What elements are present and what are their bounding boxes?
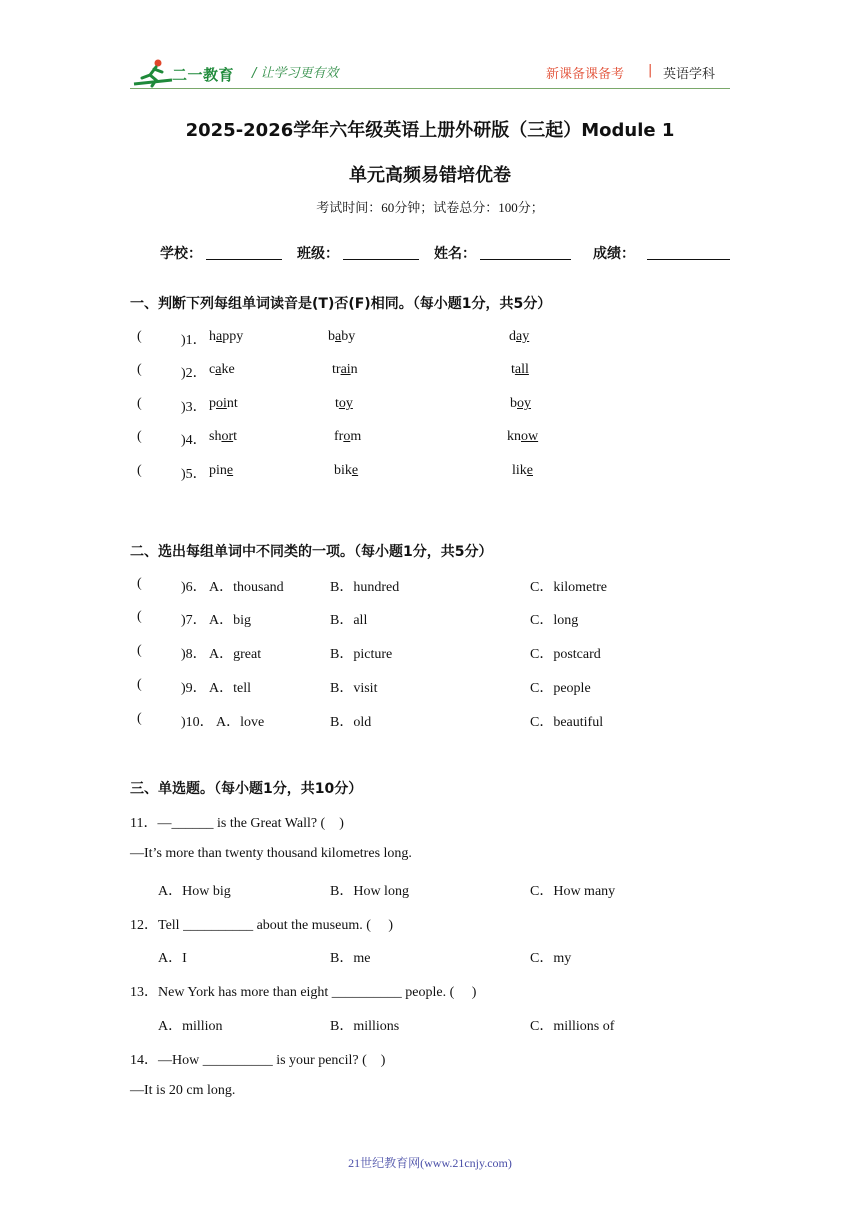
word-1: happy: [209, 329, 244, 344]
option-c[interactable]: C．people: [530, 681, 591, 696]
question-12: 12．Tell __________ about the museum. ( ): [130, 918, 394, 933]
option-c[interactable]: C．beautiful: [530, 715, 604, 730]
question-11: 11．—______ is the Great Wall? ( ): [130, 816, 344, 831]
section3-heading: 三、单选题。（每小题1分，共10分）: [130, 781, 363, 797]
item-number: )1．: [181, 333, 207, 348]
q11-option-b[interactable]: B．How long: [330, 884, 409, 899]
page-title: 2025-2026学年六年级英语上册外研版（三起）Module 1: [185, 120, 675, 141]
word-3: like: [512, 463, 533, 478]
option-b[interactable]: B．visit: [330, 681, 378, 696]
word-2: baby: [328, 329, 356, 344]
school-label: 学校：: [160, 246, 202, 262]
word-1: cake: [209, 362, 235, 377]
option-c[interactable]: C．postcard: [530, 647, 601, 662]
option-b[interactable]: B．all: [330, 613, 368, 628]
footer-link[interactable]: 21世纪教育网(www.21cnjy.com): [348, 1156, 512, 1170]
word-1: short: [209, 429, 238, 444]
q11-option-c[interactable]: C．How many: [530, 884, 616, 899]
option-b[interactable]: B．picture: [330, 647, 393, 662]
answer-paren[interactable]: (: [137, 576, 142, 591]
word-3: day: [509, 329, 530, 344]
option-a[interactable]: A．tell: [209, 681, 251, 696]
header-category: 新课备课备考: [546, 67, 625, 82]
word-3: boy: [510, 396, 531, 411]
q11-option-a[interactable]: A．How big: [158, 884, 231, 899]
q13-option-c[interactable]: C．millions of: [530, 1019, 615, 1034]
name-label: 姓名：: [434, 246, 476, 262]
score-blank[interactable]: [647, 259, 730, 260]
q13-option-a[interactable]: A．million: [158, 1019, 223, 1034]
answer-paren[interactable]: (: [137, 609, 142, 624]
option-a[interactable]: A．big: [209, 613, 251, 628]
option-c[interactable]: C．kilometre: [530, 580, 607, 595]
class-blank[interactable]: [343, 259, 419, 260]
item-number: )4．: [181, 433, 207, 448]
runner-logo-icon: [132, 58, 174, 88]
option-c[interactable]: C．long: [530, 613, 579, 628]
answer-paren[interactable]: (: [137, 429, 142, 444]
q12-option-a[interactable]: A．I: [158, 951, 187, 966]
answer-paren[interactable]: (: [137, 463, 142, 478]
item-number: )7．: [181, 613, 207, 628]
q12-option-b[interactable]: B．me: [330, 951, 371, 966]
word-1: point: [209, 396, 238, 411]
answer-paren[interactable]: (: [137, 643, 142, 658]
option-a[interactable]: A．love: [216, 715, 265, 730]
section1-heading: 一、判断下列每组单词读音是(T)否(F)相同。（每小题1分，共5分）: [130, 296, 552, 312]
header-separator: |: [648, 63, 653, 78]
name-blank[interactable]: [480, 259, 571, 260]
class-label: 班级：: [297, 246, 339, 262]
item-number: )8．: [181, 647, 207, 662]
slogan: / 让学习更有效: [252, 66, 339, 81]
item-number: )5．: [181, 467, 207, 482]
option-b[interactable]: B．hundred: [330, 580, 400, 595]
question-14-answer: —It is 20 cm long.: [130, 1083, 236, 1098]
q13-option-b[interactable]: B．millions: [330, 1019, 400, 1034]
answer-paren[interactable]: (: [137, 362, 142, 377]
answer-paren[interactable]: (: [137, 329, 142, 344]
word-2: toy: [335, 396, 353, 411]
word-2: train: [332, 362, 358, 377]
answer-paren[interactable]: (: [137, 711, 142, 726]
page-title-line2: 单元高频易错培优卷: [349, 165, 511, 186]
item-number: )6．: [181, 580, 207, 595]
logo-text: 二一教育: [172, 66, 235, 84]
word-2: from: [334, 429, 362, 444]
header-divider: [130, 88, 730, 89]
header-subject: 英语学科: [663, 67, 716, 82]
item-number: )2．: [181, 366, 207, 381]
answer-paren[interactable]: (: [137, 677, 142, 692]
answer-paren[interactable]: (: [137, 396, 142, 411]
option-b[interactable]: B．old: [330, 715, 372, 730]
word-1: pine: [209, 463, 234, 478]
question-13: 13．New York has more than eight __________ people. ( ): [130, 985, 477, 1000]
score-label: 成绩：: [593, 246, 635, 262]
item-number: )9．: [181, 681, 207, 696]
word-3: tall: [511, 362, 529, 377]
question-14: 14．—How __________ is your pencil? ( ): [130, 1053, 386, 1068]
school-blank[interactable]: [206, 259, 282, 260]
question-11-answer: —It’s more than twenty thousand kilometres long.: [130, 846, 412, 861]
option-a[interactable]: A．great: [209, 647, 262, 662]
word-3: know: [507, 429, 539, 444]
item-number: )10．: [181, 715, 214, 730]
exam-info: 考试时间：60分钟；试卷总分：100分；: [316, 200, 544, 215]
q12-option-c[interactable]: C．my: [530, 951, 572, 966]
word-2: bike: [334, 463, 359, 478]
option-a[interactable]: A．thousand: [209, 580, 284, 595]
section2-heading: 二、选出每组单词中不同类的一项。（每小题1分，共5分）: [130, 544, 493, 560]
item-number: )3．: [181, 400, 207, 415]
